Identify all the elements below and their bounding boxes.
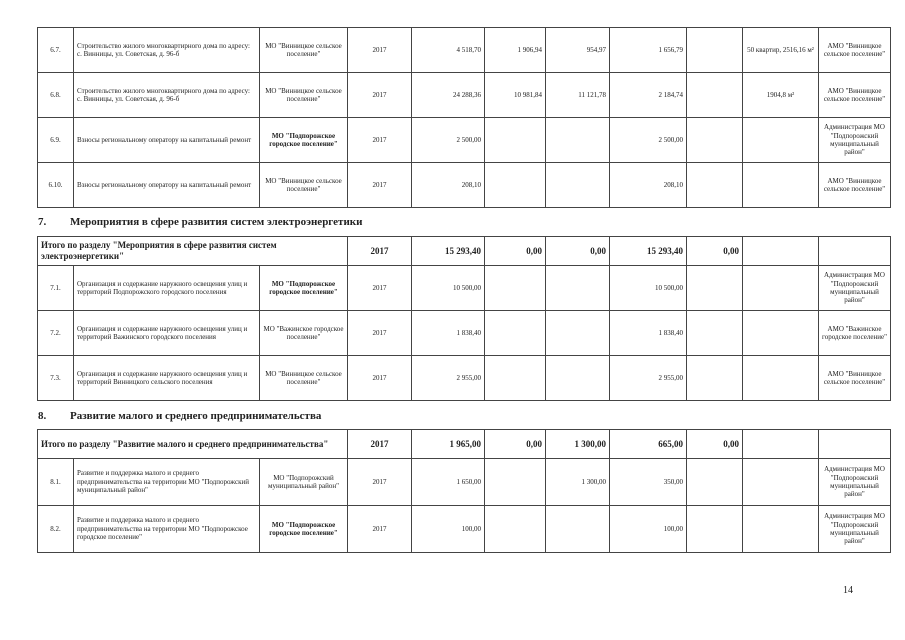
amount-regional [546, 356, 610, 401]
amount-federal: 10 981,84 [485, 73, 546, 118]
responsible: Администрация МО "Подпорожский муниципальный район" [819, 266, 891, 311]
year: 2017 [348, 266, 412, 311]
row-number: 7.2. [38, 311, 74, 356]
section-total-row [38, 430, 891, 459]
year: 2017 [348, 459, 412, 506]
row-number: 6.10. [38, 163, 74, 208]
table-row [38, 506, 891, 553]
table-row [38, 356, 891, 401]
section-total-row [38, 237, 891, 266]
total-responsible [819, 430, 891, 459]
amount-other [687, 118, 743, 163]
activity-name: Взносы региональному оператору на капитальный ремонт [74, 163, 260, 208]
total-other: 0,00 [687, 237, 743, 266]
amount-municipal: 100,00 [610, 506, 687, 553]
organization: МО "Винницкое сельское поселение" [260, 356, 348, 401]
total-municipal: 665,00 [610, 430, 687, 459]
amount-other [687, 459, 743, 506]
total-indicator [743, 430, 819, 459]
amount-federal [485, 356, 546, 401]
table-row [38, 118, 891, 163]
organization: МО "Важинское городское поселение" [260, 311, 348, 356]
organization: МО "Подпорожский муниципальный район" [260, 459, 348, 506]
amount-federal [485, 266, 546, 311]
row-number: 7.1. [38, 266, 74, 311]
table-body [38, 28, 891, 208]
activity-name: Организация и содержание наружного освещения улиц и территорий Подпорожского городского поселения [74, 266, 260, 311]
table-row [38, 311, 891, 356]
activity-name: Взносы региональному оператору на капитальный ремонт [74, 118, 260, 163]
activity-name: Организация и содержание наружного освещения улиц и территорий Винницкого сельского поселения [74, 356, 260, 401]
amount-municipal: 10 500,00 [610, 266, 687, 311]
amount-total: 2 500,00 [412, 118, 485, 163]
activity-name: Развитие и поддержка малого и среднего предпринимательства на территории МО "Подпорожский муниципальный район" [74, 459, 260, 506]
amount-municipal: 1 656,79 [610, 28, 687, 73]
year: 2017 [348, 73, 412, 118]
responsible: Администрация МО "Подпорожский муниципальный район" [819, 459, 891, 506]
table-row [38, 163, 891, 208]
row-number: 6.8. [38, 73, 74, 118]
result-indicator [743, 266, 819, 311]
amount-total: 24 288,36 [412, 73, 485, 118]
amount-federal: 1 906,94 [485, 28, 546, 73]
row-number: 8.1. [38, 459, 74, 506]
table-row [38, 73, 891, 118]
organization: МО "Подпорожское городское поселение" [260, 118, 348, 163]
amount-federal [485, 118, 546, 163]
total-responsible [819, 237, 891, 266]
activity-name: Развитие и поддержка малого и среднего предпринимательства на территории МО "Подпорожское городское поселение" [74, 506, 260, 553]
amount-other [687, 163, 743, 208]
amount-municipal: 208,10 [610, 163, 687, 208]
amount-total: 208,10 [412, 163, 485, 208]
section-number: 8. [38, 410, 47, 422]
amount-regional: 11 121,78 [546, 73, 610, 118]
total-regional: 1 300,00 [546, 430, 610, 459]
amount-total: 1 650,00 [412, 459, 485, 506]
result-indicator [743, 163, 819, 208]
activity-name: Строительство жилого многоквартирного дома по адресу: с. Винницы, ул. Советская, д. 96-б [74, 73, 260, 118]
amount-total: 100,00 [412, 506, 485, 553]
amount-regional [546, 311, 610, 356]
table-row [38, 459, 891, 506]
amount-regional [546, 506, 610, 553]
amount-regional [546, 163, 610, 208]
total-label: Итого по разделу "Мероприятия в сфере развития систем электроэнергетики" [38, 237, 348, 266]
section-7-heading [38, 216, 362, 228]
amount-regional: 1 300,00 [546, 459, 610, 506]
amount-other [687, 266, 743, 311]
amount-municipal: 350,00 [610, 459, 687, 506]
organization: МО "Винницкое сельское поселение" [260, 28, 348, 73]
amount-regional: 954,97 [546, 28, 610, 73]
total-sum: 15 293,40 [412, 237, 485, 266]
result-indicator: 50 квартир, 2516,16 м² [743, 28, 819, 73]
amount-total: 10 500,00 [412, 266, 485, 311]
amount-municipal: 2 184,74 [610, 73, 687, 118]
section-title: Развитие малого и среднего предпринимательства [70, 410, 322, 422]
table-body [38, 237, 891, 401]
year: 2017 [348, 311, 412, 356]
amount-regional [546, 266, 610, 311]
year: 2017 [348, 28, 412, 73]
responsible: АМО "Винницкое сельское поселение" [819, 356, 891, 401]
year: 2017 [348, 163, 412, 208]
total-federal: 0,00 [485, 237, 546, 266]
total-federal: 0,00 [485, 430, 546, 459]
amount-total: 4 518,70 [412, 28, 485, 73]
amount-other [687, 356, 743, 401]
responsible: АМО "Винницкое сельское поселение" [819, 28, 891, 73]
amount-federal [485, 311, 546, 356]
section-number: 7. [38, 216, 47, 228]
year: 2017 [348, 118, 412, 163]
table-section-8 [37, 429, 891, 553]
table-body [38, 430, 891, 553]
amount-other [687, 73, 743, 118]
section-title: Мероприятия в сфере развития систем электроэнергетики [70, 216, 363, 228]
activity-name: Организация и содержание наружного освещения улиц и территорий Важинского городского поселения [74, 311, 260, 356]
responsible: Администрация МО "Подпорожский муниципальный район" [819, 118, 891, 163]
page-number: 14 [843, 585, 853, 596]
organization: МО "Винницкое сельское поселение" [260, 163, 348, 208]
amount-federal [485, 163, 546, 208]
amount-regional [546, 118, 610, 163]
result-indicator [743, 459, 819, 506]
result-indicator [743, 311, 819, 356]
amount-total: 2 955,00 [412, 356, 485, 401]
result-indicator [743, 118, 819, 163]
total-regional: 0,00 [546, 237, 610, 266]
amount-other [687, 311, 743, 356]
organization: МО "Винницкое сельское поселение" [260, 73, 348, 118]
total-label: Итого по разделу "Развитие малого и среднего предпринимательства" [38, 430, 348, 459]
amount-municipal: 2 500,00 [610, 118, 687, 163]
total-indicator [743, 237, 819, 266]
section-8-heading [38, 410, 321, 422]
responsible: АМО "Винницкое сельское поселение" [819, 163, 891, 208]
amount-municipal: 1 838,40 [610, 311, 687, 356]
total-sum: 1 965,00 [412, 430, 485, 459]
amount-federal [485, 459, 546, 506]
table-section-6-continued [37, 27, 891, 208]
organization: МО "Подпорожское городское поселение" [260, 506, 348, 553]
organization: МО "Подпорожское городское поселение" [260, 266, 348, 311]
amount-municipal: 2 955,00 [610, 356, 687, 401]
result-indicator [743, 506, 819, 553]
amount-other [687, 28, 743, 73]
table-section-7 [37, 236, 891, 401]
row-number: 8.2. [38, 506, 74, 553]
responsible: АМО "Важинское городское поселение" [819, 311, 891, 356]
activity-name: Строительство жилого многоквартирного дома по адресу: с. Винницы, ул. Советская, д. 96-б [74, 28, 260, 73]
result-indicator [743, 356, 819, 401]
row-number: 7.3. [38, 356, 74, 401]
year: 2017 [348, 356, 412, 401]
total-other: 0,00 [687, 430, 743, 459]
responsible: Администрация МО "Подпорожский муниципальный район" [819, 506, 891, 553]
total-municipal: 15 293,40 [610, 237, 687, 266]
table-row [38, 266, 891, 311]
year: 2017 [348, 506, 412, 553]
row-number: 6.9. [38, 118, 74, 163]
result-indicator: 1904,8 м² [743, 73, 819, 118]
table-row [38, 28, 891, 73]
amount-federal [485, 506, 546, 553]
amount-other [687, 506, 743, 553]
total-year: 2017 [348, 237, 412, 266]
total-year: 2017 [348, 430, 412, 459]
row-number: 6.7. [38, 28, 74, 73]
amount-total: 1 838,40 [412, 311, 485, 356]
responsible: АМО "Винницкое сельское поселение" [819, 73, 891, 118]
